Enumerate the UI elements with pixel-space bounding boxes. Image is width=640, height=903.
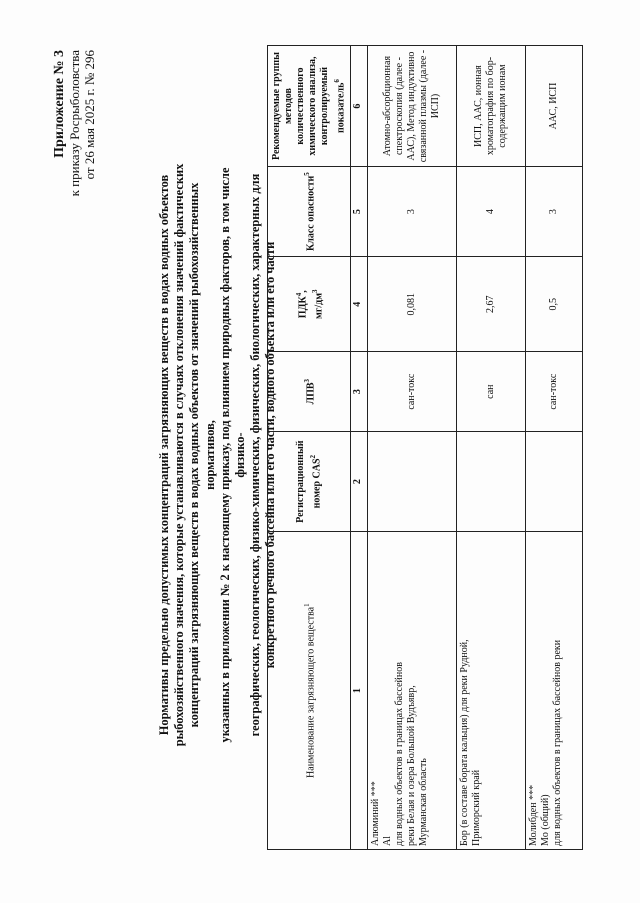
title-line: указанных в приложении № 2 к настоящему приказу, под влиянием природных факторов, в том числе физико- (217, 167, 248, 743)
column-index: 5 (351, 167, 368, 257)
appendix-date-line: от 26 мая 2025 г. № 296 (82, 50, 97, 180)
table-row-aluminium (368, 46, 457, 850)
lpv-cell: сан (457, 352, 526, 432)
methods-cell: ИСП, ААС, ионная хроматография по бор-содержащим ионам (457, 46, 526, 167)
title-line: конкретного речного бассейна или его части, водного объекта или его части (263, 241, 278, 669)
cas-cell (457, 431, 526, 531)
header-analysis-methods: Рекомендуемые группы методов количественного химического анализа, контролируемый показатель$^6$ (268, 46, 351, 167)
cas-cell (368, 431, 457, 531)
title-line: концентраций загрязняющих веществ в водах водных объектов от значений рыбохозяйственных нормативов, (187, 182, 217, 728)
lpv-cell: сан-токс (526, 352, 583, 432)
title-line: географических, геологических, физико-химических, физических, биологических, характерных для (248, 173, 263, 737)
methods-cell: Атомно-абсорбционная спектроскопия (далее - ААС), Метод индуктивно связанной плазмы (далее - ИСП) (368, 46, 457, 167)
methods-cell: ААС, ИСП (526, 46, 583, 167)
header-substance-name: Наименование загрязняющего вещества$^1$ (268, 532, 351, 850)
table-row-molybdenum (526, 46, 583, 850)
column-index-row (351, 46, 368, 850)
column-index: 1 (351, 532, 368, 850)
title-line: Нормативы предельно допустимых концентраций загрязняющих веществ в водах водных объектов (157, 174, 171, 736)
rotated-content (12, 10, 624, 890)
hazard-class-cell: 4 (457, 167, 526, 257)
table-header-row (268, 46, 351, 850)
column-index: 6 (351, 46, 368, 167)
appendix-order-line: к приказу Росрыболовства (67, 50, 82, 197)
appendix-number: Приложение № 3 (52, 50, 67, 158)
document-title (157, 160, 279, 750)
column-index: 2 (351, 431, 368, 531)
cas-cell (526, 431, 583, 531)
hazard-class-cell: 3 (526, 167, 583, 257)
hazard-class-cell: 3 (368, 167, 457, 257)
header-pdk: ПДК$^4$, $мг/дм^3$ (268, 257, 351, 352)
column-index: 3 (351, 352, 368, 432)
table-row-boron (457, 46, 526, 850)
header-cas-number: Регистрационный номер CAS$^2$ (268, 431, 351, 531)
substance-name-cell: Бор (в составе бората кальция) для реки Рудной, Приморский край (457, 532, 526, 850)
title-line: рыбохозяйственного значения, которые устанавливаются в случаях отклонения значений фактических (172, 163, 187, 747)
pdk-cell: 2,67 (457, 257, 526, 352)
norms-table (267, 45, 583, 850)
substance-name-cell: Алюминий *** Al для водных объектов в границах бассейнов реки Белая и озера Большой Вудъявр, Мурманская область (368, 532, 457, 850)
pdk-cell: 0,081 (368, 257, 457, 352)
lpv-cell: сан-токс (368, 352, 457, 432)
header-hazard-class: Класс опасности$^5$ (268, 167, 351, 257)
column-index: 4 (351, 257, 368, 352)
substance-name-cell: Молибден *** Mo (общий) для водных объектов в границах бассейнов реки (526, 532, 583, 850)
pdk-cell: 0,5 (526, 257, 583, 352)
header-lpv: ЛПВ$^3$ (268, 352, 351, 432)
appendix-header (52, 50, 97, 380)
